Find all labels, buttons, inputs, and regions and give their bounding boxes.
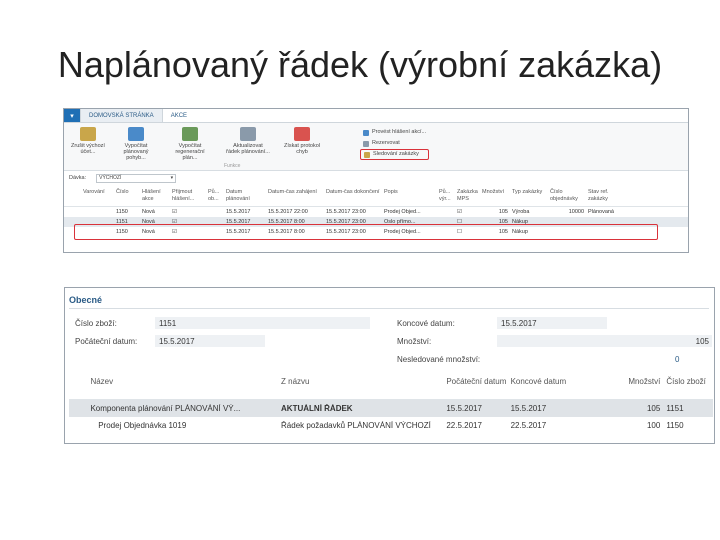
table-cell: 100 (646, 421, 661, 430)
column-header[interactable]: Stav ref. zakázky (588, 189, 609, 202)
end-date-field[interactable]: 15.5.2017 (497, 317, 607, 329)
tracking-grid (69, 374, 713, 434)
table-cell: 15.5.2017 (510, 404, 547, 413)
table-cell: ☑ (172, 209, 177, 215)
table-cell: ☑ (457, 209, 462, 215)
section-general: Obecné (69, 295, 103, 305)
table-cell: 15.5.2017 8:00 (268, 229, 305, 235)
column-header[interactable]: Datum-čas zahájení (268, 189, 317, 195)
table-cell: Nová (142, 209, 155, 215)
grid-body (69, 400, 713, 434)
ribbon-group-label: Funkce (224, 163, 241, 169)
ribbon-button-2[interactable] (114, 127, 158, 161)
batch-value: VÝCHOZÍ (99, 175, 122, 181)
table-cell: 105 (498, 229, 508, 235)
refresh-icon (240, 127, 256, 141)
file-menu-icon[interactable]: ▾ (64, 109, 80, 122)
column-header[interactable]: Pů... ob... (208, 189, 220, 202)
table-cell: Oslo přímo... (384, 219, 416, 225)
table-cell: Prodej Objed... (384, 209, 421, 215)
table-cell: 22.5.2017 (446, 421, 482, 430)
table-cell: 105 (646, 404, 661, 413)
ribbon-tabs (64, 109, 688, 123)
table-cell: 1150 (116, 229, 128, 235)
table-cell: Plánovaná (588, 209, 614, 215)
table-cell: 22.5.2017 (510, 421, 547, 430)
table-cell: 15.5.2017 23:00 (326, 219, 366, 225)
ribbon-button-label: Aktualizovat řádek plánování... (226, 143, 270, 155)
column-header[interactable]: Číslo objednávky (550, 189, 578, 202)
table-cell: Nová (142, 219, 155, 225)
table-cell: Nákup (512, 229, 528, 235)
order-no-field[interactable]: 1151 (155, 317, 370, 329)
column-header[interactable]: Číslo (116, 189, 129, 195)
table-cell: ☑ (172, 229, 177, 235)
ribbon-list-label: Sledování zakázky (373, 151, 419, 157)
table-row[interactable] (69, 400, 713, 417)
column-header[interactable]: Množství (628, 377, 661, 386)
column-header[interactable]: Koncové datum (510, 377, 567, 386)
batch-select[interactable] (96, 174, 176, 183)
unfollowed-qty-value[interactable]: 0 (675, 355, 680, 364)
slide-title: Naplánovaný řádek (výrobní zakázka) (57, 44, 663, 85)
reserve-icon (363, 141, 369, 147)
ribbon-button-label: Vypočítat plánovaný pohyb... (123, 143, 149, 161)
table-row[interactable] (69, 417, 713, 434)
ribbon-list (360, 127, 429, 160)
ribbon-button-4[interactable] (226, 127, 270, 155)
table-cell: ☐ (457, 219, 462, 225)
table-cell: Komponenta plánování PLÁNOVÁNÍ VÝ... (90, 404, 241, 413)
quantity-label: Množství: (397, 337, 432, 346)
table-cell: ☑ (172, 219, 177, 225)
grid-header (64, 187, 689, 207)
table-cell: 15.5.2017 23:00 (326, 209, 366, 215)
table-cell: 10000 (568, 209, 584, 215)
ribbon-button-label: Získat protokol chyb (283, 143, 321, 155)
table-cell: 15.5.2017 (226, 229, 251, 235)
column-header[interactable]: Číslo zboží (666, 377, 706, 386)
order-tracking-icon (364, 152, 370, 158)
column-header[interactable]: Datum plánování (226, 189, 250, 202)
table-cell: 105 (498, 219, 508, 225)
fold-icon (80, 127, 96, 141)
selected-row-highlight (74, 224, 658, 240)
end-date-label: Koncové datum: (397, 319, 455, 328)
table-cell: 1150 (116, 209, 128, 215)
ribbon-button-3[interactable] (168, 127, 212, 161)
table-cell: Prodej Objednávka 1019 (98, 421, 187, 430)
calc-icon (128, 127, 144, 141)
table-cell: 15.5.2017 8:00 (268, 219, 305, 225)
column-header[interactable]: Množství (482, 189, 505, 195)
table-cell: 15.5.2017 (226, 219, 251, 225)
column-header[interactable]: Varování (83, 189, 105, 195)
table-cell: 1150 (666, 421, 684, 430)
table-row[interactable] (64, 207, 689, 217)
ribbon-button-label: Vypočítat regenerační plán... (175, 143, 205, 161)
grid-header (69, 374, 713, 400)
start-date-label: Počáteční datum: (75, 337, 138, 346)
regen-icon (182, 127, 198, 141)
ribbon-list-item-order-tracking[interactable] (360, 149, 429, 160)
column-header[interactable]: Popis (384, 189, 398, 195)
chevron-down-icon: ▾ (170, 175, 174, 181)
ribbon-button-label: Zrušit výchozí účet... (71, 143, 105, 155)
column-header[interactable]: Typ zakázky (512, 189, 543, 195)
column-header[interactable]: Přijmout hlášení... (172, 189, 195, 202)
table-cell: 105 (498, 209, 508, 215)
order-no-label: Číslo zboží: (75, 319, 117, 328)
ribbon (64, 123, 688, 171)
batch-label: Dávka: (69, 175, 87, 181)
table-cell: AKTUÁLNÍ ŘÁDEK (281, 404, 353, 413)
column-header[interactable]: Počáteční datum (446, 377, 507, 386)
table-cell: Výroba (512, 209, 530, 215)
ribbon-list-label: Provést hlášení akcí... (372, 129, 427, 135)
column-header[interactable]: Název (90, 377, 114, 386)
column-header[interactable]: Pů... výr... (439, 189, 451, 202)
batch-filter (64, 171, 688, 185)
action-msg-icon (363, 130, 369, 136)
quantity-field[interactable]: 105 (497, 335, 712, 347)
ribbon-button-1[interactable] (66, 127, 110, 155)
table-cell: ☐ (457, 229, 462, 235)
table-cell: 1151 (116, 219, 128, 225)
table-cell: 15.5.2017 (446, 404, 482, 413)
ribbon-list-label: Rezervovat (372, 140, 400, 146)
order-tracking-screenshot (64, 287, 715, 444)
tab-actions[interactable]: AKCE (170, 112, 188, 119)
ribbon-list-item-reserve[interactable] (360, 138, 429, 149)
table-cell: 15.5.2017 23:00 (326, 229, 366, 235)
ribbon-list-item-action-msg[interactable] (360, 127, 429, 138)
table-cell: 15.5.2017 22:00 (268, 209, 308, 215)
unfollowed-qty-label: Nesledované množství: (397, 355, 481, 364)
error-log-icon (294, 127, 310, 141)
table-cell: Nákup (512, 219, 528, 225)
table-cell: Prodej Objed... (384, 229, 421, 235)
divider (69, 308, 709, 309)
ribbon-button-5[interactable] (280, 127, 324, 155)
table-cell: 15.5.2017 (226, 209, 251, 215)
column-header[interactable]: Datum-čas dokončení (326, 189, 380, 195)
start-date-field[interactable]: 15.5.2017 (155, 335, 265, 347)
table-cell: Nová (142, 229, 155, 235)
table-cell: Řádek požadavků PLÁNOVÁNÍ VÝCHOZÍ (281, 421, 431, 430)
column-header[interactable]: Z názvu (281, 377, 310, 386)
column-header[interactable]: Zakázka MPS (457, 189, 478, 202)
table-cell: 1151 (666, 404, 684, 413)
tab-home[interactable]: DOMOVSKÁ STRÁNKA (80, 109, 163, 122)
column-header[interactable]: Hlášení akce (142, 189, 161, 202)
